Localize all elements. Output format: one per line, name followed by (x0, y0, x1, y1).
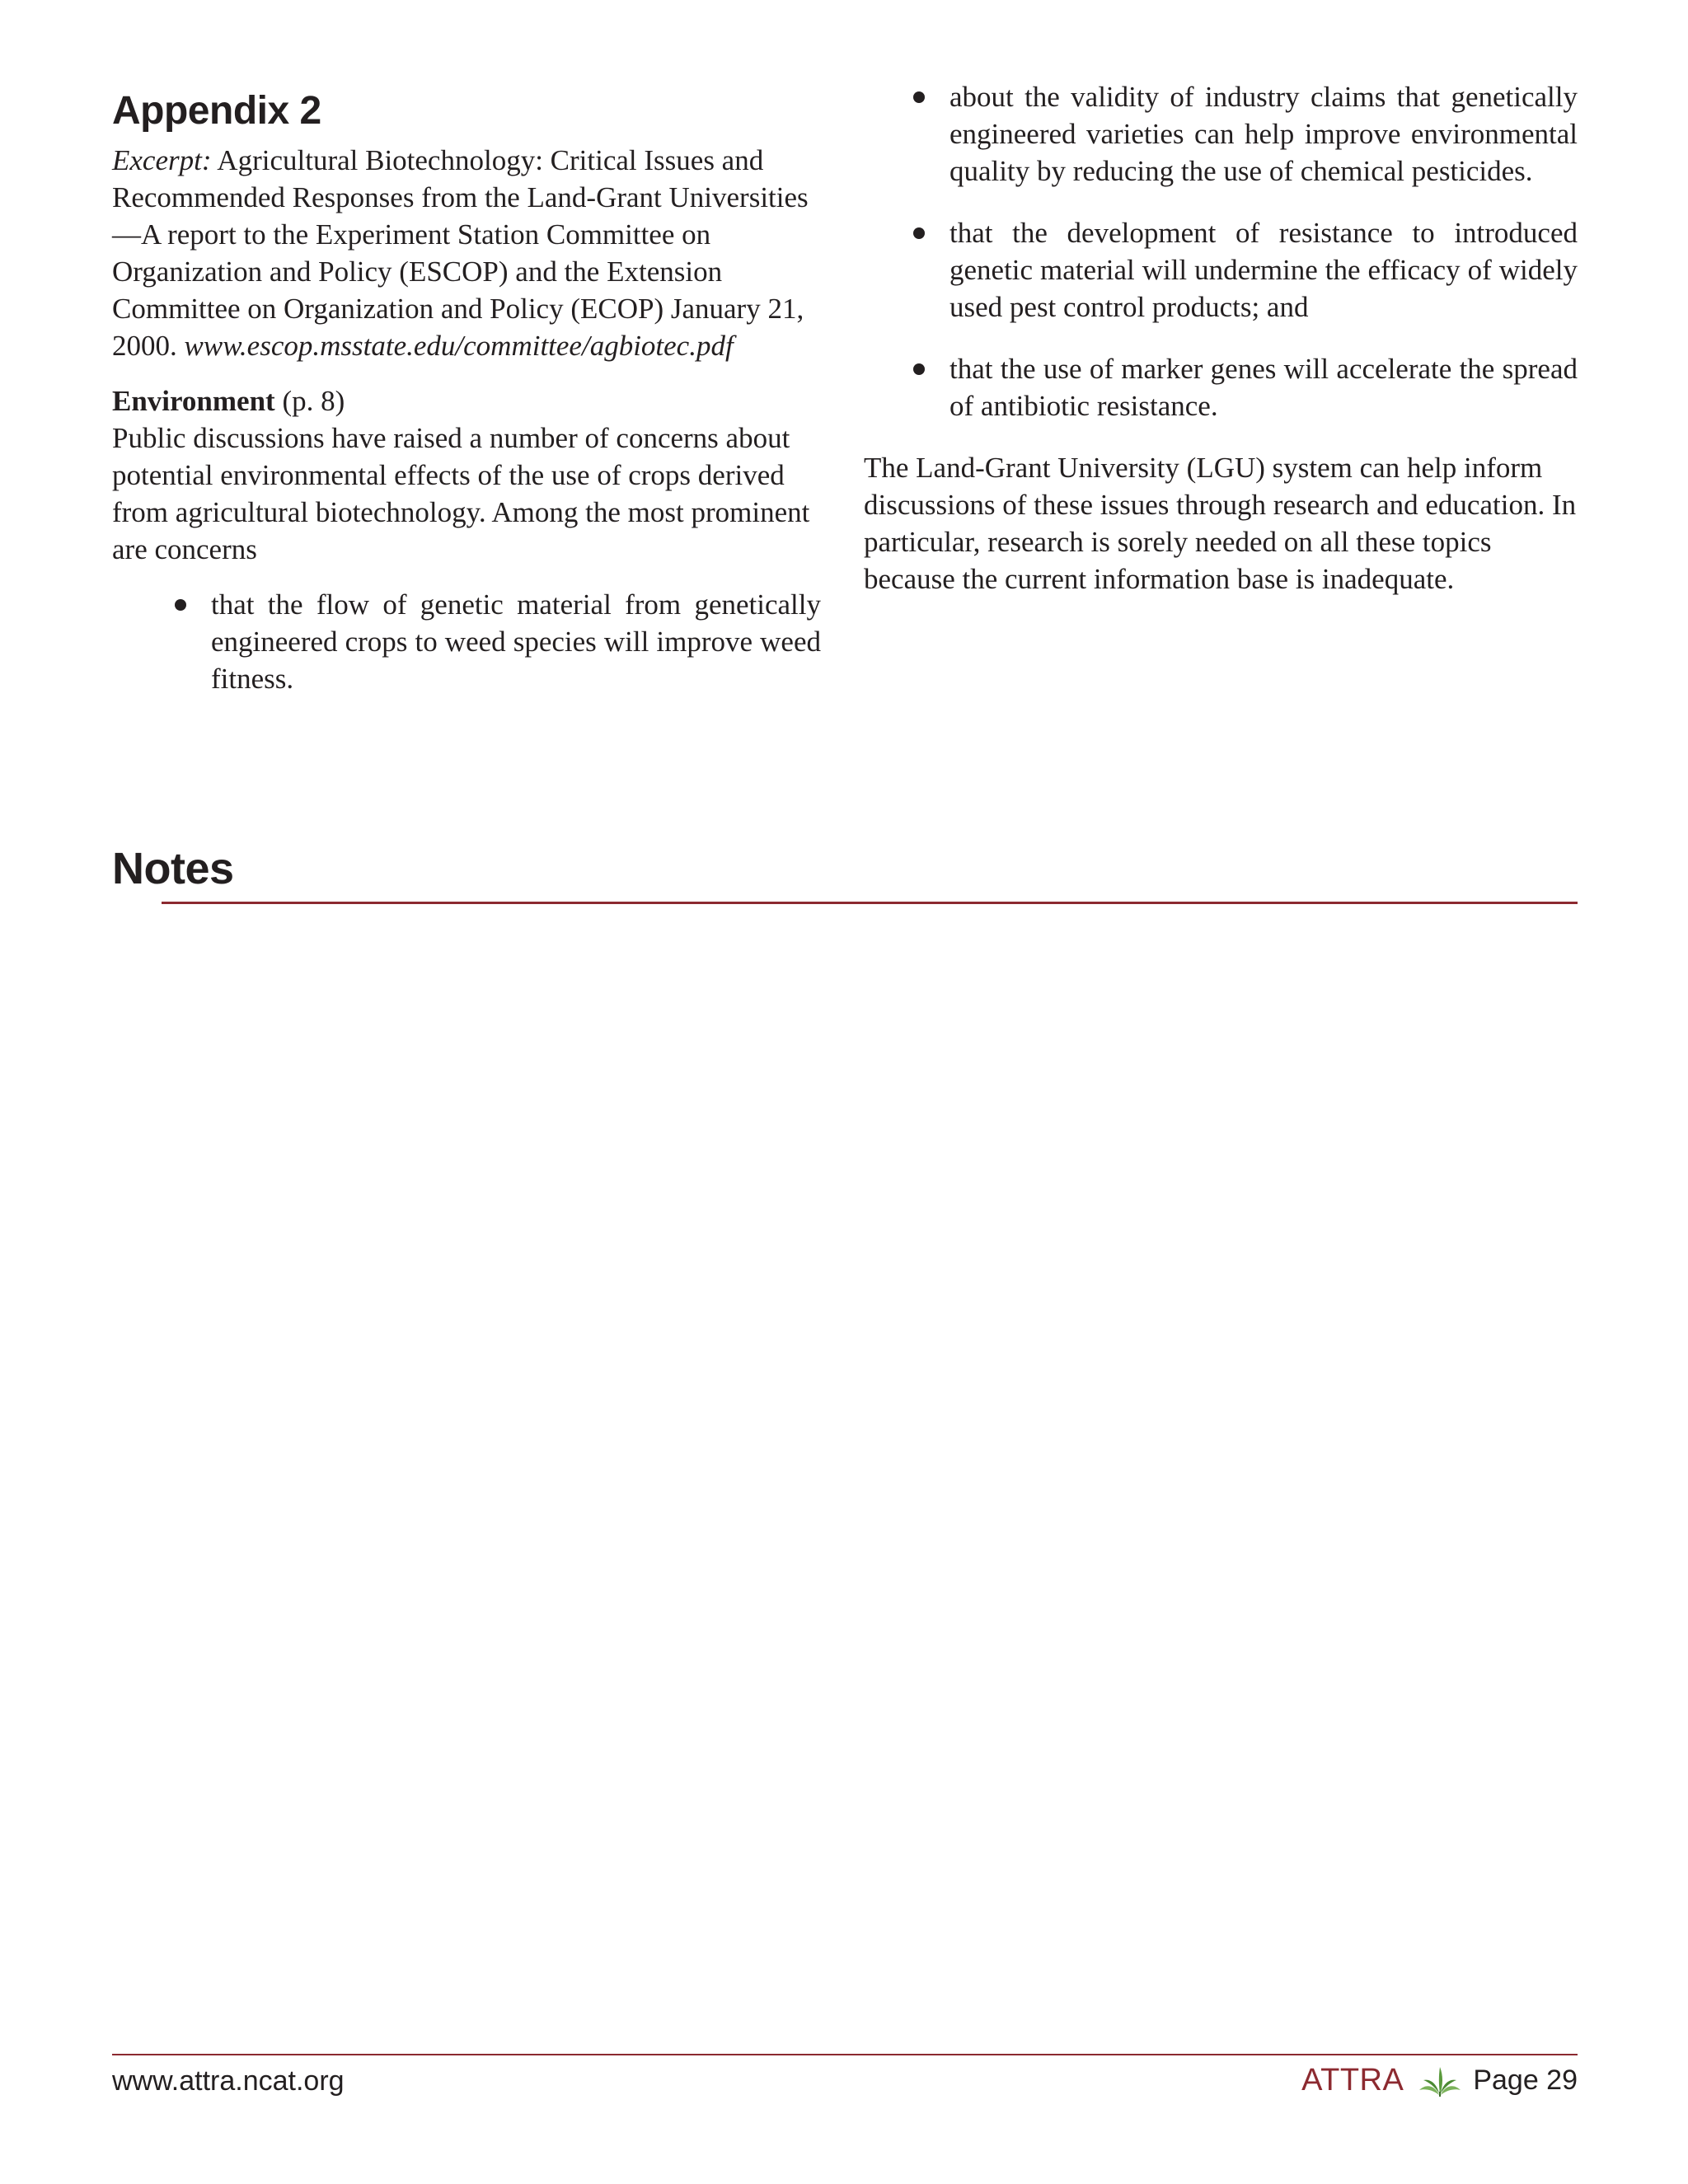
section-page-ref: (p. 8) (274, 384, 345, 417)
footer-url-link[interactable]: www.attra.ncat.org (112, 2065, 345, 2097)
conclusion-paragraph: The Land-Grant University (LGU) system can help inform discussions of these issues through research and education. In particular, research is sorely needed on all these topics because the current information base is inadequate. (864, 452, 1577, 595)
leaf-logo-icon (1417, 2062, 1463, 2098)
footer-divider (112, 2054, 1578, 2055)
section-heading: Environment (112, 384, 275, 417)
concerns-list-right (864, 78, 1578, 424)
list-item-text: that the flow of genetic material from genetically engineered crops to weed species will improve weed fitness. (211, 588, 821, 695)
list-item-text: that the use of marker genes will accelerate the spread of antibiotic resistance. (950, 353, 1578, 422)
list-item (851, 350, 1578, 424)
notes-divider (162, 902, 1578, 904)
page-number: Page 29 (1473, 2064, 1578, 2096)
list-item-text: about the validity of industry claims that genetically engineered varieties can help improve environmental quality by reducing the use of chemical pesticides. (950, 81, 1578, 187)
notes-title: Notes (112, 844, 234, 893)
bullet-icon (913, 91, 925, 103)
environment-section (112, 382, 821, 568)
section-intro: Public discussions have raised a number of concerns about potential environmental effects of the use of crops derived from agricultural biotechnology. Among the most prominent are concerns (112, 421, 810, 565)
footer-branding (1301, 2060, 1578, 2100)
concerns-list-left (112, 586, 821, 697)
bullet-icon (913, 227, 925, 239)
left-column (112, 78, 821, 722)
bullet-icon (913, 363, 925, 375)
footer-brand: ATTRA (1301, 2062, 1404, 2097)
excerpt-paragraph (112, 142, 821, 364)
excerpt-text: Agricultural Biotechnology: Critical Issues and Recommended Responses from the Land-Grant Universities—A report to the Experiment Station Committee on Organization and Policy (ESCOP) and the Extension Committee on Organization and Policy (ECOP) January 21, 2000. (112, 143, 809, 362)
appendix-title: Appendix 2 (112, 89, 321, 133)
bullet-icon (175, 599, 186, 611)
excerpt-label: Excerpt: (112, 143, 212, 176)
list-item-text: that the development of resistance to introduced genetic material will undermine the efficacy of widely used pest control products; and (950, 217, 1578, 323)
list-item (851, 214, 1578, 326)
right-column (864, 78, 1578, 616)
excerpt-url-link[interactable]: www.escop.msstate.edu/committee/agbiotec.pdf (184, 329, 734, 362)
list-item (112, 586, 821, 697)
list-item (851, 78, 1578, 190)
